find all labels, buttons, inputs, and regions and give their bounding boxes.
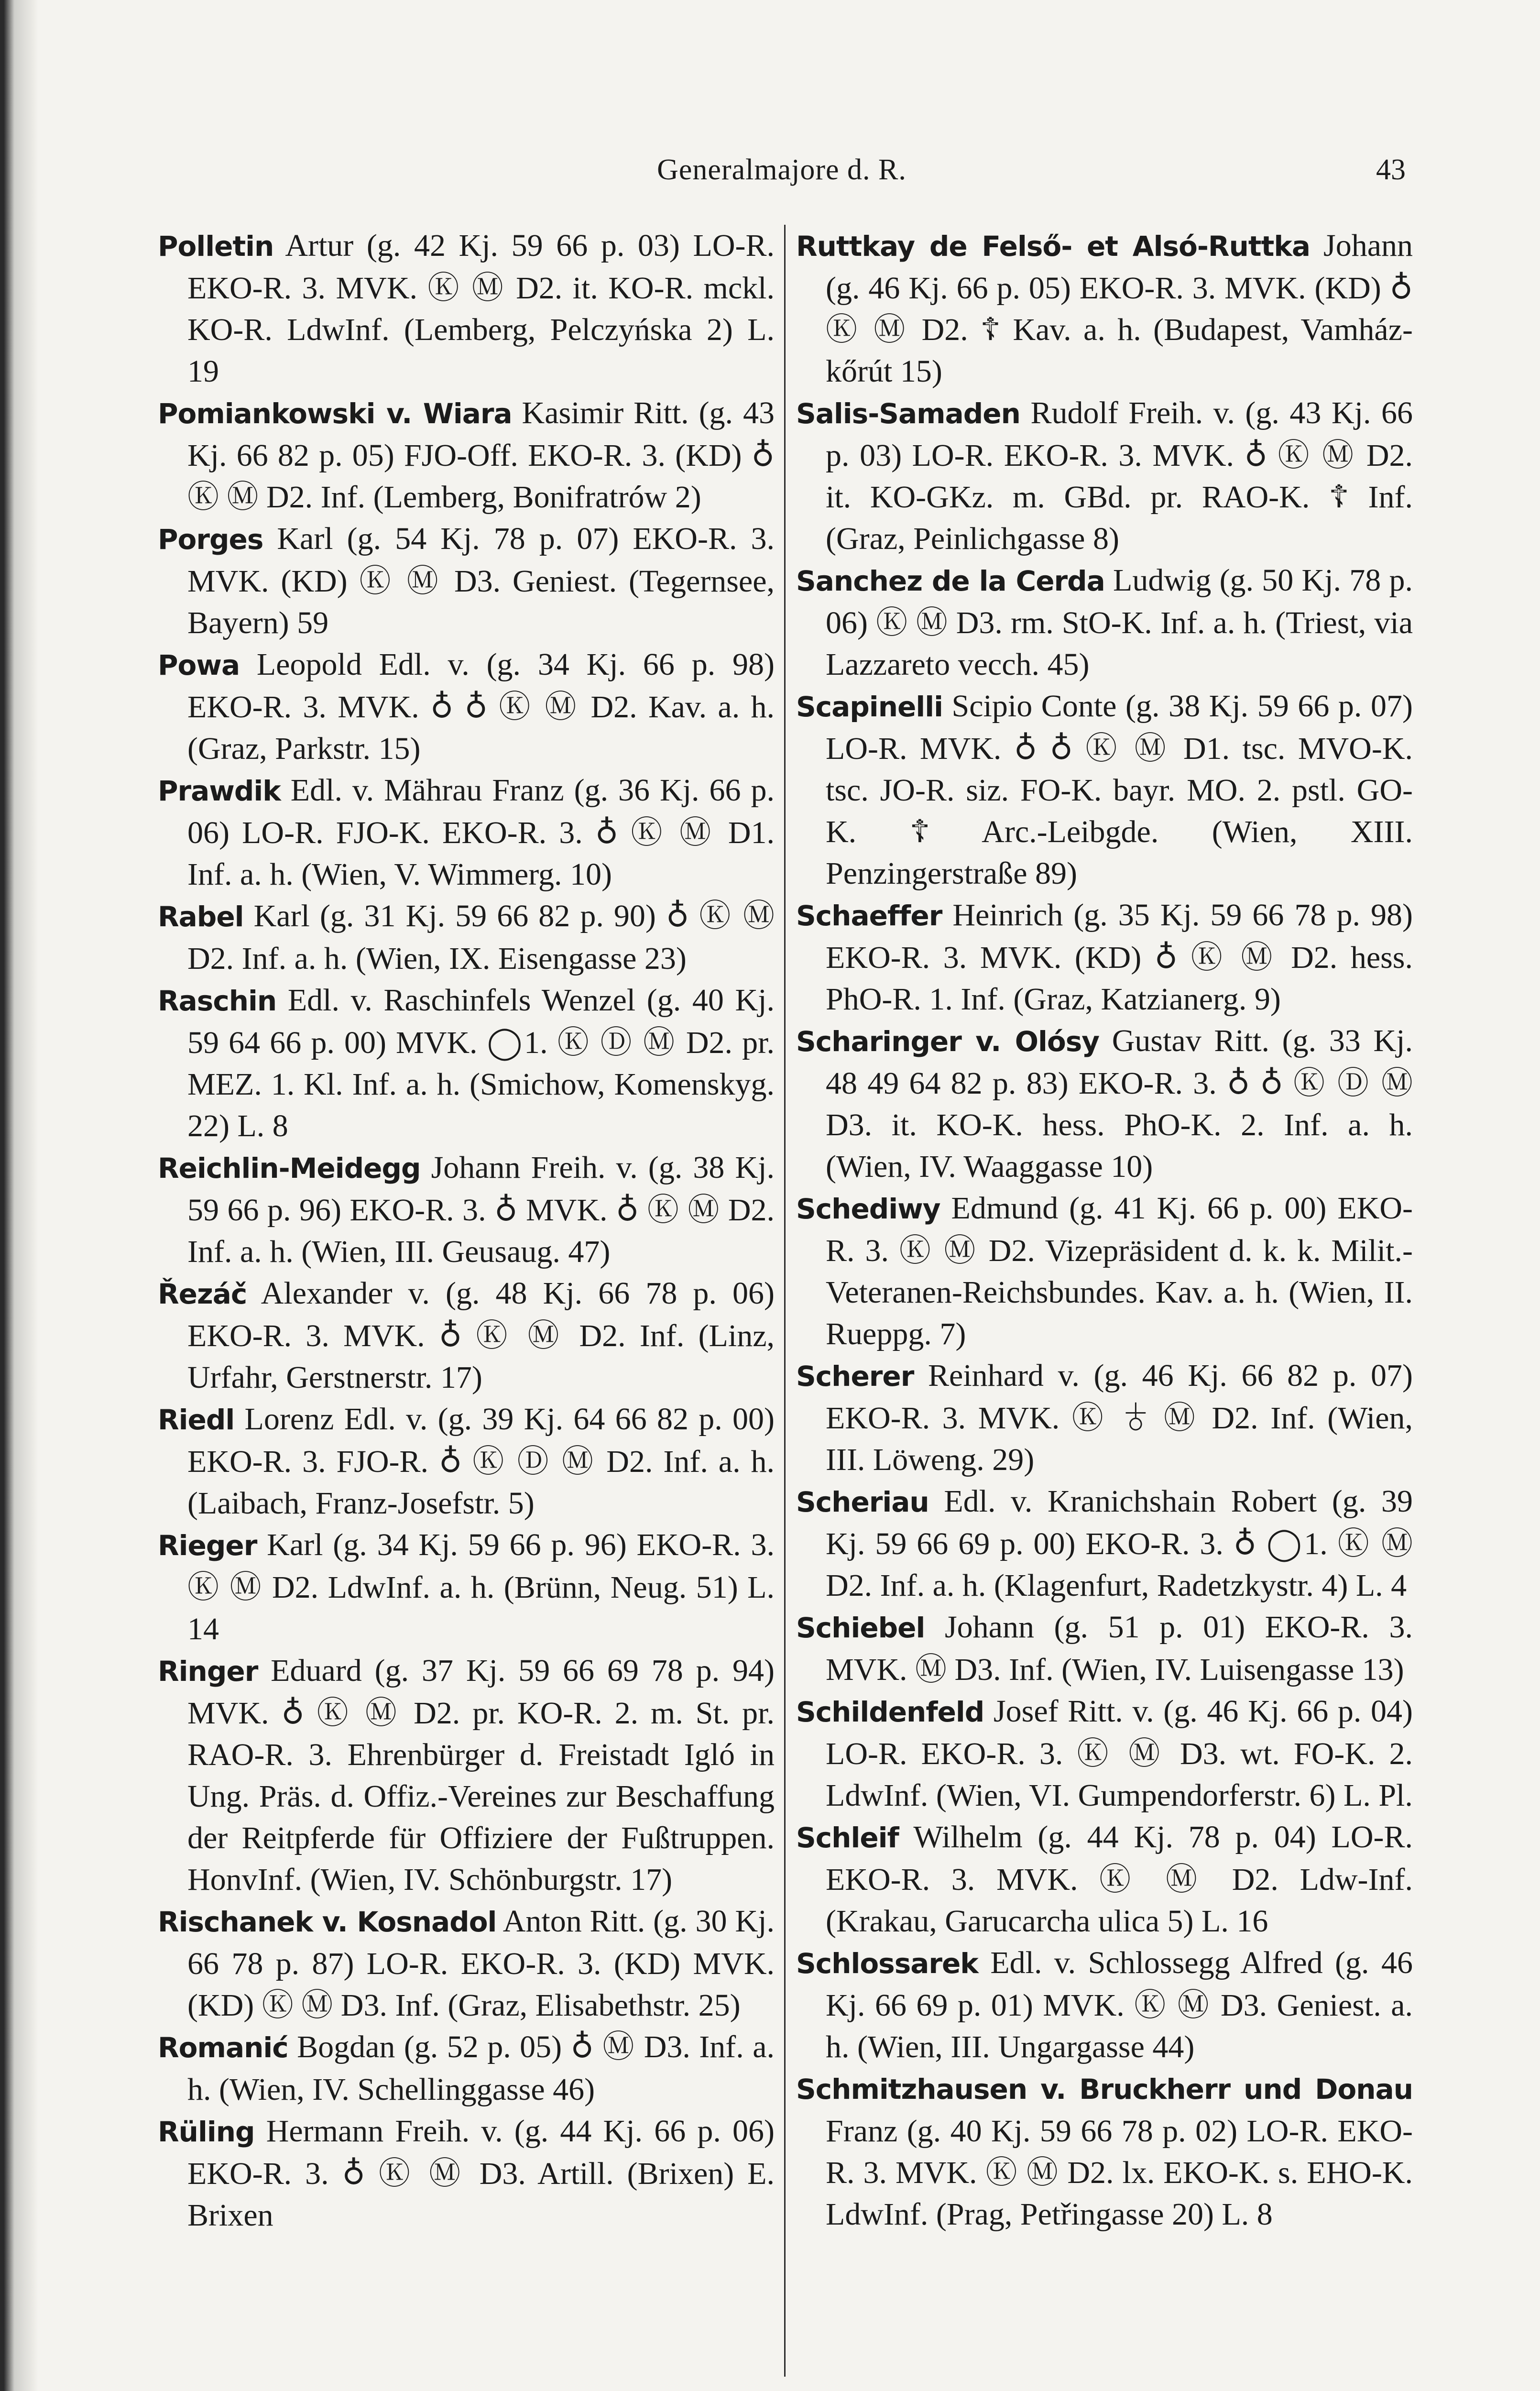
entry-surname: Ruttkay de Felső- et Alsó-Ruttka — [796, 230, 1311, 263]
entry-surname: Schaeffer — [796, 899, 942, 932]
directory-entry — [796, 2068, 1413, 2235]
entry-surname: Scharinger v. Olósy — [796, 1025, 1100, 1058]
entry-details: Karl (g. 31 Kj. 59 66 82 p. 90) ♁ Ⓚ Ⓜ D2. Inf. a. h. (Wien, IX. Eisengasse 23) — [187, 899, 775, 976]
entry-details: Karl (g. 54 Kj. 78 p. 07) EKO-R. 3. MVK. (KD) Ⓚ Ⓜ D3. Geniest. (Tegernsee, Bayern) 59 — [187, 521, 775, 640]
left-column — [158, 225, 775, 2377]
directory-entry — [796, 392, 1413, 559]
entry-surname: Schediwy — [796, 1193, 940, 1225]
directory-entry — [796, 894, 1413, 1020]
directory-entry — [158, 1147, 775, 1272]
running-head: Generalmajore d. R. — [657, 154, 907, 186]
directory-entry — [796, 1606, 1413, 1690]
entry-details: Edmund (g. 41 Kj. 66 p. 00) EKO-R. 3. Ⓚ Ⓜ D2. Vizepräsident d. k. k. Milit.-Veteranen-Reichsbundes. Kav. a. h. (Wien, II. Rueppg. 7) — [826, 1191, 1413, 1351]
page-header — [158, 153, 1406, 201]
directory-entry — [158, 644, 775, 769]
directory-entry — [796, 559, 1413, 685]
entry-details: Kasimir Ritt. (g. 43 Kj. 66 82 p. 05) FJO-Off. EKO-R. 3. (KD) ♁ Ⓚ Ⓜ D2. Inf. (Lemberg, Bonifratrów 2) — [187, 395, 775, 515]
entry-surname: Rabel — [158, 900, 244, 933]
entry-details: Edl. v. Raschinfels Wenzel (g. 40 Kj. 59 64 66 p. 00) MVK. ◯1. Ⓚ Ⓓ Ⓜ D2. pr. MEZ. 1. Kl. Inf. a. h. (Smichow, Komenskyg. 22) L. 8 — [187, 983, 775, 1143]
right-column — [796, 225, 1413, 2377]
directory-entry — [796, 1187, 1413, 1355]
binding-shadow — [0, 0, 38, 2391]
directory-entry — [796, 1020, 1413, 1187]
entry-details: Edl. v. Mährau Franz (g. 36 Kj. 66 p. 06) LO-R. FJO-K. EKO-R. 3. ♁ Ⓚ Ⓜ D1. Inf. a. h. (Wien, V. Wimmerg. 10) — [187, 773, 775, 892]
directory-entry — [796, 225, 1413, 392]
directory-entry — [158, 895, 775, 979]
entry-details: Rudolf Freih. v. (g. 43 Kj. 66 p. 03) LO-R. EKO-R. 3. MVK. ♁ Ⓚ Ⓜ D2. it. KO-GKz. m. GBd. pr. RAO-K. ☦ Inf. (Graz, Peinlichgasse 8) — [826, 395, 1413, 556]
entry-surname: Schiebel — [796, 1612, 925, 1644]
entry-details: Artur (g. 42 Kj. 59 66 p. 03) LO-R. EKO-R. 3. MVK. Ⓚ Ⓜ D2. it. KO-R. mckl. KO-R. LdwInf. (Lemberg, Pelczyńska 2) L. 19 — [187, 228, 775, 389]
directory-entry — [796, 1355, 1413, 1481]
entry-details: Scipio Conte (g. 38 Kj. 59 66 p. 07) LO-R. MVK. ♁ ♁ Ⓚ Ⓜ D1. tsc. MVO-K. tsc. JO-R. siz. FO-K. bayr. MO. 2. pstl. GO-K. ☦ Arc.-Leibgde. (Wien, XIII. Penzingerstraße 89) — [826, 689, 1413, 891]
entry-details: Edl. v. Kranichshain Robert (g. 39 Kj. 59 66 69 p. 00) EKO-R. 3. ♁ ◯1. Ⓚ Ⓜ D2. Inf. a. h. (Klagenfurt, Radetzkystr. 4) L. 4 — [826, 1484, 1413, 1603]
directory-entry — [158, 225, 775, 392]
entry-details: Reinhard v. (g. 46 Kj. 66 82 p. 07) EKO-R. 3. MVK. Ⓚ ♁ Ⓜ D2. Inf. (Wien, III. Löweng. 29) — [826, 1358, 1413, 1477]
entry-surname: Scherer — [796, 1360, 914, 1393]
entry-surname: Sanchez de la Cerda — [796, 565, 1105, 597]
entry-surname: Schlossarek — [796, 1947, 978, 1980]
entry-details: Johann (g. 46 Kj. 66 p. 05) EKO-R. 3. MVK. (KD) ♁ Ⓚ Ⓜ D2. ☦ Kav. a. h. (Budapest, Vamház-kőrút 15) — [826, 228, 1413, 389]
entry-details: Eduard (g. 37 Kj. 59 66 69 78 p. 94) MVK. ♁ Ⓚ Ⓜ D2. pr. KO-R. 2. m. St. pr. RAO-R. 3. Ehrenbürger d. Freistadt Igló in Ung. Präs. d. Offiz.-Vereines zur Beschaffung der Reitpferde für Offiziere der Fußtruppen. HonvInf. (Wien, IV. Schönburgstr. 17) — [187, 1653, 775, 1897]
entry-surname: Porges — [158, 523, 263, 556]
directory-entry — [796, 1690, 1413, 1816]
directory-entry — [158, 518, 775, 644]
entry-details: Johann Freih. v. (g. 38 Kj. 59 66 p. 96) EKO-R. 3. ♁ MVK. ♁ Ⓚ Ⓜ D2. Inf. a. h. (Wien, III. Geusaug. 47) — [187, 1150, 775, 1269]
directory-entry — [796, 1816, 1413, 1942]
entry-details: Wilhelm (g. 44 Kj. 78 p. 04) LO-R. EKO-R. 3. MVK. Ⓚ Ⓜ D2. Ldw-Inf. (Krakau, Garucarcha ulica 5) L. 16 — [826, 1820, 1413, 1939]
entry-surname: Riedl — [158, 1404, 235, 1436]
directory-entry — [158, 979, 775, 1147]
entry-surname: Romanić — [158, 2031, 288, 2064]
entry-details: Johann (g. 51 p. 01) EKO-R. 3. MVK. Ⓜ D3. Inf. (Wien, IV. Luisengasse 13) — [826, 1610, 1413, 1687]
directory-entry — [158, 1398, 775, 1524]
entry-surname: Powa — [158, 649, 240, 681]
entry-details: Leopold Edl. v. (g. 34 Kj. 66 p. 98) EKO-R. 3. MVK. ♁ ♁ Ⓚ Ⓜ D2. Kav. a. h. (Graz, Parkstr. 15) — [187, 647, 775, 766]
entry-details: Franz (g. 40 Kj. 59 66 78 p. 02) LO-R. EKO-R. 3. MVK. Ⓚ Ⓜ D2. lx. EKO-K. s. EHO-K. LdwInf. (Prag, Petřingasse 20) L. 8 — [826, 2114, 1413, 2232]
directory-entry — [796, 1942, 1413, 2068]
column-divider — [784, 225, 786, 2377]
directory-entry — [158, 1524, 775, 1650]
directory-entry — [158, 769, 775, 895]
entry-surname: Schildenfeld — [796, 1696, 984, 1728]
entry-details: Bogdan (g. 52 p. 05) ♁ Ⓜ D3. Inf. a. h. (Wien, IV. Schellinggasse 46) — [187, 2029, 775, 2107]
entry-surname: Schmitzhausen v. Bruckherr und Donau — [796, 2073, 1413, 2106]
entry-surname: Raschin — [158, 985, 277, 1017]
entry-details: Hermann Freih. v. (g. 44 Kj. 66 p. 06) EKO-R. 3. ♁ Ⓚ Ⓜ D3. Artill. (Brixen) E. Brixen — [187, 2114, 775, 2233]
directory-entry — [158, 1272, 775, 1398]
entry-surname: Scheriau — [796, 1486, 929, 1518]
entry-surname: Schleif — [796, 1821, 899, 1854]
entry-details: Ludwig (g. 50 Kj. 78 p. 06) Ⓚ Ⓜ D3. rm. StO-K. Inf. a. h. (Triest, via Lazzareto vecch. 45) — [826, 563, 1413, 682]
directory-entry — [158, 2110, 775, 2236]
entry-details: Heinrich (g. 35 Kj. 59 66 78 p. 98) EKO-R. 3. MVK. (KD) ♁ Ⓚ Ⓜ D2. hess. PhO-R. 1. Inf. (Graz, Katzianerg. 9) — [826, 898, 1413, 1017]
entry-surname: Reichlin-Meidegg — [158, 1152, 421, 1185]
entry-surname: Salis-Samaden — [796, 397, 1020, 430]
entry-details: Gustav Ritt. (g. 33 Kj. 48 49 64 82 p. 83) EKO-R. 3. ♁ ♁ Ⓚ Ⓓ Ⓜ D3. it. KO-K. hess. PhO-K. 2. Inf. a. h. (Wien, IV. Waaggasse 10) — [826, 1023, 1413, 1184]
entry-surname: Scapinelli — [796, 691, 943, 723]
entry-surname: Řezáč — [158, 1278, 247, 1310]
entry-details: Lorenz Edl. v. (g. 39 Kj. 64 66 82 p. 00) EKO-R. 3. FJO-R. ♁ Ⓚ Ⓓ Ⓜ D2. Inf. a. h. (Laibach, Franz-Josefstr. 5) — [187, 1402, 775, 1521]
entry-surname: Pomiankowski v. Wiara — [158, 397, 512, 430]
entry-surname: Rischanek v. Kosnadol — [158, 1906, 497, 1938]
entry-surname: Polletin — [158, 230, 274, 263]
entry-details: Josef Ritt. v. (g. 46 Kj. 66 p. 04) LO-R. EKO-R. 3. Ⓚ Ⓜ D3. wt. FO-K. 2. LdwInf. (Wien, VI. Gumpendorferstr. 6) L. Pl. — [826, 1694, 1413, 1813]
entry-details: Edl. v. Schlossegg Alfred (g. 46 Kj. 66 69 p. 01) MVK. Ⓚ Ⓜ D3. Geniest. a. h. (Wien, III. Ungargasse 44) — [826, 1945, 1413, 2064]
page-number: 43 — [1376, 154, 1406, 186]
directory-entry — [796, 1481, 1413, 1606]
entry-surname: Ringer — [158, 1655, 258, 1688]
entry-details: Karl (g. 34 Kj. 59 66 p. 96) EKO-R. 3. Ⓚ Ⓜ D2. LdwInf. a. h. (Brünn, Neug. 51) L. 14 — [187, 1527, 775, 1646]
entry-surname: Prawdik — [158, 775, 281, 807]
entry-details: Anton Ritt. (g. 30 Kj. 66 78 p. 87) LO-R. EKO-R. 3. (KD) MVK. (KD) Ⓚ Ⓜ D3. Inf. (Graz, Elisabethstr. 25) — [187, 1904, 775, 2023]
directory-entry — [796, 685, 1413, 894]
directory-entry — [158, 392, 775, 518]
entry-surname: Rüling — [158, 2116, 255, 2148]
directory-entry — [158, 2026, 775, 2110]
entry-details: Alexander v. (g. 48 Kj. 66 78 p. 06) EKO-R. 3. MVK. ♁ Ⓚ Ⓜ D2. Inf. (Linz, Urfahr, Gerstnerstr. 17) — [187, 1276, 775, 1395]
entry-surname: Rieger — [158, 1529, 257, 1562]
directory-entry — [158, 1650, 775, 1900]
directory-entry — [158, 1900, 775, 2026]
